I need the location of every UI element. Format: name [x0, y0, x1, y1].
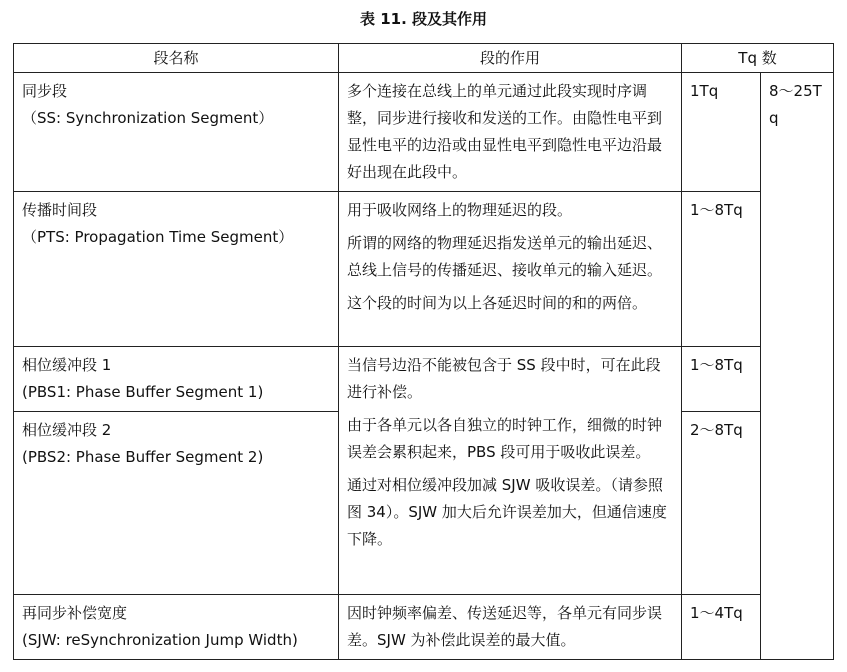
header-segment-function: 段的作用 [339, 44, 682, 73]
segment-name-cell [14, 595, 339, 660]
function-text: 所谓的网络的物理延迟指发送单元的输出延迟、总线上信号的传播延迟、接收单元的输入延迟。 [347, 234, 663, 279]
segment-table [13, 43, 834, 660]
segment-name-cell [14, 73, 339, 192]
segment-function-cell [339, 347, 682, 595]
segment-name-cell [14, 192, 339, 347]
segment-name-cell [14, 347, 339, 412]
function-text: 通过对相位缓冲段加减 SJW 吸收误差。（请参照图 34）。SJW 加大后允许误差加大，但通信速度下降。 [347, 476, 667, 548]
segment-function-cell [339, 73, 682, 192]
function-text: 用于吸收网络上的物理延迟的段。 [347, 201, 573, 219]
table-header-row [14, 44, 834, 73]
segment-name: 相位缓冲段 1 [22, 356, 112, 374]
segment-name-en: (SJW: reSynchronization Jump Width) [22, 631, 298, 649]
segment-name-cell [14, 412, 339, 595]
function-text: 这个段的时间为以上各延迟时间的和的两倍。 [347, 294, 648, 312]
segment-name-en: （PTS: Propagation Time Segment） [22, 228, 294, 246]
header-segment-name: 段名称 [14, 44, 339, 73]
segment-name: 再同步补偿宽度 [22, 604, 128, 622]
table-caption: 表 11. 段及其作用 [359, 10, 488, 28]
table-row [14, 347, 834, 412]
header-tq-count: Tq 数 [682, 44, 834, 73]
tq-cell: 2～8Tq [682, 412, 761, 595]
segment-name-en: （SS: Synchronization Segment） [22, 109, 274, 127]
function-text: 由于各单元以各自独立的时钟工作，细微的时钟误差会累积起来，PBS 段可用于吸收此误差。 [347, 416, 663, 461]
function-text: 当信号边沿不能被包含于 SS 段中时，可在此段进行补偿。 [347, 356, 661, 401]
function-text: 多个连接在总线上的单元通过此段实现时序调整，同步进行接收和发送的工作。由隐性电平到显性电平的边沿或由显性电平到隐性电平边沿最好出现在此段中。 [347, 82, 663, 181]
tq-cell: 1～8Tq [682, 192, 761, 347]
function-text: 因时钟频率偏差、传送延迟等，各单元有同步误差。SJW 为补偿此误差的最大值。 [347, 604, 663, 649]
tq-cell: 1～8Tq [682, 347, 761, 412]
segment-name-en: (PBS2: Phase Buffer Segment 2) [22, 448, 264, 466]
tq-cell: 1Tq [682, 73, 761, 192]
segment-name-en: (PBS1: Phase Buffer Segment 1) [22, 383, 264, 401]
segment-function-cell [339, 595, 682, 660]
segment-name: 相位缓冲段 2 [22, 421, 112, 439]
table-row [14, 73, 834, 192]
tq-cell: 1～4Tq [682, 595, 761, 660]
segment-name: 同步段 [22, 82, 68, 100]
table-row [14, 595, 834, 660]
segment-function-cell [339, 192, 682, 347]
table-row [14, 192, 834, 347]
segment-name: 传播时间段 [22, 201, 98, 219]
total-tq-cell: 8～25Tq [761, 73, 834, 660]
